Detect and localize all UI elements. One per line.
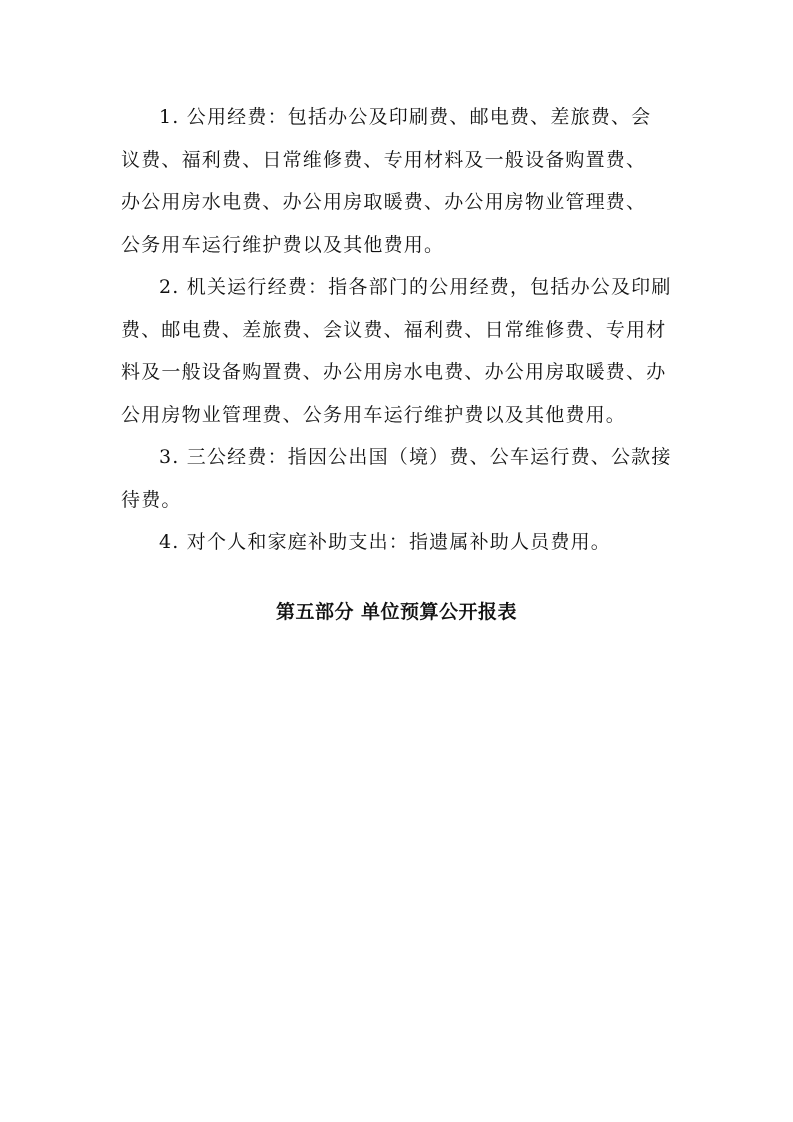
section-heading: 第五部分 单位预算公开报表 [275, 601, 518, 623]
paragraph-household-subsidy [121, 521, 673, 564]
paragraph-operating-funds [121, 266, 673, 436]
paragraph-line: 公用房物业管理费、公务用车运行维护费以及其他费用。 [121, 403, 627, 426]
paragraph-line: 3. 三公经费：指因公出国（境）费、公车运行费、公款接 [159, 446, 672, 468]
paragraph-line: 1. 公用经费：包括办公及印刷费、邮电费、差旅费、会 [159, 106, 652, 128]
paragraph-line: 费、邮电费、差旅费、会议费、福利费、日常维修费、专用材 [121, 318, 667, 341]
paragraph-line: 公务用车运行维护费以及其他费用。 [121, 233, 445, 256]
paragraph-three-public-expenses [121, 436, 673, 521]
paragraph-line: 待费。 [121, 488, 182, 511]
paragraph-line: 议费、福利费、日常维修费、专用材料及一般设备购置费、 [121, 148, 647, 171]
document-body [121, 96, 673, 564]
paragraph-line: 料及一般设备购置费、办公用房水电费、办公用房取暖费、办 [121, 361, 667, 383]
paragraph-line: 办公用房水电费、办公用房取暖费、办公用房物业管理费、 [121, 191, 647, 213]
paragraph-public-funds [121, 96, 673, 266]
paragraph-line: 4. 对个人和家庭补助支出：指遗属补助人员费用。 [159, 531, 611, 553]
paragraph-line: 2. 机关运行经费：指各部门的公用经费，包括办公及印刷 [159, 276, 672, 298]
